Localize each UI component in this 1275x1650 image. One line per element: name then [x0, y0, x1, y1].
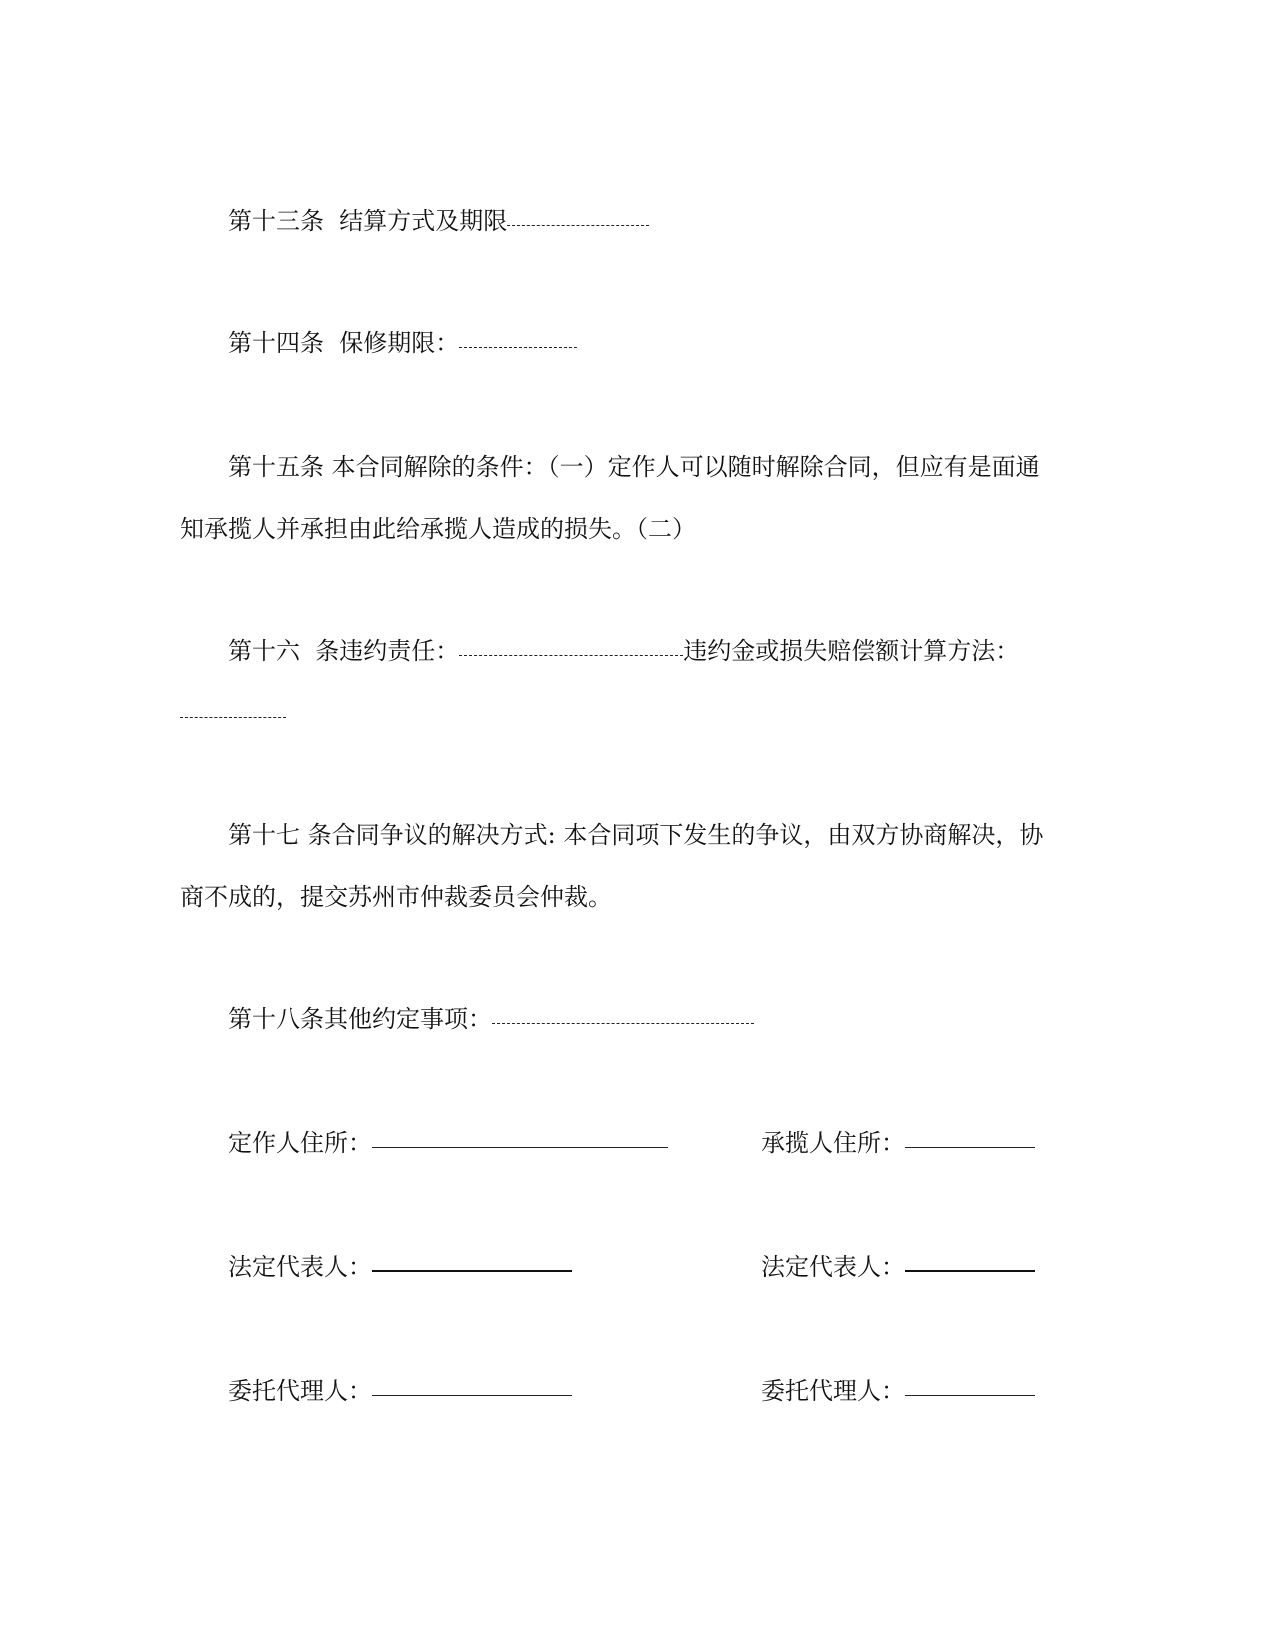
undertaker-agent-label: 委托代理人： — [761, 1377, 905, 1405]
contractor-legal-rep-field[interactable] — [372, 1269, 572, 1272]
contractor-agent-row — [228, 1376, 572, 1406]
article-15-line-2: 知承揽人并承担由此给承揽人造成的损失。（二） — [180, 515, 696, 543]
article-16-line-1 — [228, 636, 1019, 666]
undertaker-address-field[interactable] — [905, 1146, 1035, 1148]
article-17-line-2: 商不成的，提交苏州市仲裁委员会仲裁。 — [180, 883, 612, 911]
article-18-blank[interactable] — [492, 1022, 754, 1024]
article-17-line-1: 第十七 条合同争议的解决方式: 本合同项下发生的争议，由双方协商解决，协 — [228, 821, 1044, 849]
article-16-blank-1[interactable] — [459, 654, 683, 656]
contractor-address-label: 定作人住所： — [228, 1129, 372, 1157]
contractor-legal-rep-label: 法定代表人： — [228, 1253, 372, 1281]
article-13 — [228, 206, 649, 236]
contractor-address-field[interactable] — [372, 1146, 668, 1148]
contractor-agent-label: 委托代理人： — [228, 1377, 372, 1405]
undertaker-legal-rep-label: 法定代表人： — [761, 1253, 905, 1281]
article-14-blank[interactable] — [459, 346, 577, 348]
article-18-text: 第十八条其他约定事项： — [228, 1005, 492, 1033]
undertaker-address-row — [761, 1128, 1035, 1158]
article-14 — [228, 328, 577, 358]
article-16-text-2: 违约金或损失赔偿额计算方法： — [683, 637, 1020, 665]
article-14-text: 保修期限： — [339, 329, 460, 357]
contractor-legal-rep-row — [228, 1252, 572, 1282]
undertaker-legal-rep-row — [761, 1252, 1035, 1282]
article-16-text-1: 条违约责任： — [315, 637, 460, 665]
undertaker-agent-field[interactable] — [905, 1394, 1035, 1396]
contractor-agent-field[interactable] — [372, 1394, 572, 1396]
article-16-line-2 — [180, 698, 286, 728]
article-18 — [228, 1004, 754, 1034]
undertaker-agent-row — [761, 1376, 1035, 1406]
article-15-line-1: 第十五条 本合同解除的条件：（一）定作人可以随时解除合同，但应有是面通 — [228, 453, 1040, 481]
contractor-address-row — [228, 1128, 668, 1158]
article-13-label: 第十三条 — [228, 207, 324, 235]
article-16-blank-2[interactable] — [180, 716, 286, 718]
article-13-text: 结算方式及期限 — [339, 207, 508, 235]
undertaker-legal-rep-field[interactable] — [905, 1269, 1035, 1272]
undertaker-address-label: 承揽人住所： — [761, 1129, 905, 1157]
article-13-blank[interactable] — [507, 224, 649, 226]
article-16-label: 第十六 — [228, 637, 300, 665]
article-14-label: 第十四条 — [228, 329, 324, 357]
